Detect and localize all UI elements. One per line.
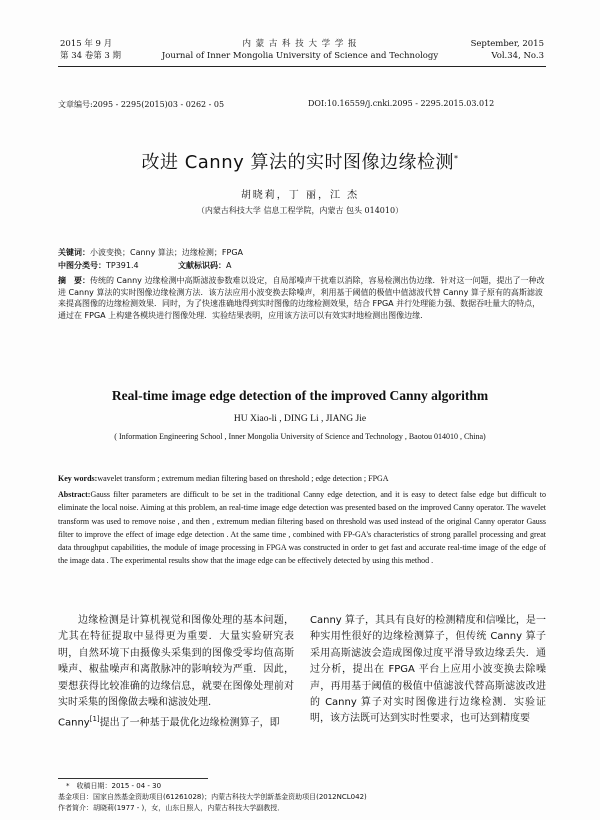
header-rule [58,66,546,67]
title-en: Real-time image edge detection of the improved Canny algorithm [111,388,489,403]
abstract-en-label: Abstract: [58,490,91,499]
header-volume-en: Vol.34, No.3 [491,51,544,61]
footnote-author: 作者简介：胡晓莉(1977 - )，女，山东日照人，内蒙古科技大学副教授． [58,804,285,812]
header-date-cn: 2015 年 9 月 [60,39,113,49]
body-paragraph: Canny 算子，其具有良好的检测精度和信噪比，是一种实用性很好的边缘检测算子，但传统 Canny 算子采用高斯滤波会造成图像过度平滑导致边缘丢失．通过分析，提出在 FPGA 平台上应用小波变换去除噪声，再用基于阈值的极值中值滤波代替高斯滤波改进的 Canny 算子对实时图像进行边缘检测．实验证明，该方法既可达到实时性要求，也可达到精度要 [310,615,546,725]
doc-code-value: A [226,261,232,270]
footnote-mark: * [66,782,70,790]
header-journal-en: Journal of Inner Mongolia University of Science and Technology [161,51,439,61]
keywords-cn-text: 小波变换；Canny 算法；边缘检测；FPGA [90,248,244,257]
authors-en: HU Xiao-li , DING Li , JIANG Jie [233,414,367,424]
keywords-en [58,472,546,485]
body-column-right [310,613,546,728]
header-date-en: September, 2015 [470,39,544,49]
footnote-fund: 基金项目：国家自然基金资助项目(61261028)；内蒙古科技大学创新基金资助项目(2012NCL042) [58,793,367,801]
abstract-cn-label: 摘 要： [58,276,90,285]
header-volume-cn: 第 34 卷第 3 期 [60,51,122,61]
clc-label: 中图分类号： [58,261,106,270]
header-journal-cn: 内 蒙 古 科 技 大 学 学 报 [242,39,358,49]
affiliation-en: ( Information Engineering School , Inner Mongolia University of Science and Technology , Baotou 014010 , China) [114,432,486,441]
title-footnote-mark: * [454,154,459,163]
header-right [471,38,544,62]
abstract-cn-text: 传统的 Canny 边缘检测中高斯滤波参数难以设定，自局部噪声干扰难以消除，容易检测出伪边缘．针对这一问题，提出了一种改进 Canny 算法的实时图像边缘检测方法．该方法应用小波变换去除噪声，利用基于阈值的极值中值滤波代替 Canny 算子原有的高斯滤波来提高图像的边缘检测效果．同时，为了快速准确地得到实时图像的边缘检测效果，结合 FPGA 并行处理能力强、数据吞吐量大的特点，通过在 FPGA 上构建各模块进行图像处理．实验结果表明，应用该方法可以有效实时地检测出图像边缘． [58,276,545,321]
authors-cn: 胡晓莉，丁 丽，江 杰 [240,190,360,201]
clc-value: TP391.4 [106,261,139,270]
doi: DOI:10.16559/j.cnki.2095 - 2295.2015.03.012 [308,99,495,108]
keywords-en-label: Key words: [58,474,98,483]
citation-ref: [1] [89,715,100,724]
body-paragraph: Canny[1]提出了一种基于最优化边缘检测算子，即 [58,715,280,729]
footnote-received: * 收稿日期：2015 - 04 - 30 [66,782,162,790]
body-column-left [58,613,294,732]
affiliation-cn: （内蒙古科技大学 信息工程学院，内蒙古 包头 014010） [196,206,404,215]
keywords-en-text: wavelet transform ; extremum median filtering based on threshold ; edge detection ; FPGA [97,474,389,483]
title-cn: 改进 Canny 算法的实时图像边缘检测* [141,152,459,173]
article-meta [58,99,546,110]
body-paragraph: 边缘检测是计算机视觉和图像处理的基本问题，尤其在特征提取中显得更为重要．大量实验研究表明，自然环境下由摄像头采集到的图像受零均值高斯噪声、椒盐噪声和离散脉冲的影响较为严重．因此，要想获得比较准确的边缘信息，就要在图像处理前对实时采集的图像做去噪和滤波处理． [58,615,294,709]
classification-row [58,260,546,272]
abstract-cn [58,275,546,322]
abstract-en-text: Gauss filter parameters are difficult to be set in the traditional Canny edge detection, and it is easy to detect false edge but difficult to eliminate the local noise. Aiming at this problem, an real-time image edge detection was presented based on the improved Canny operator. The wavelet transform was used to remove noise , and then , extremum median filtering based on threshold was used instead of the original Canny operator Gauss filter to improve the effect of image edge detection . At the same time , combined with FP-GA's characteristics of strong parallel processing and great data throughput capabilities, the module of image processing in FPGA was constructed in order to get fast and accurate real-time image of the edge of the image data . The experimental results show that the image edge can be effectively detected by using this method . [58,490,546,566]
keywords-cn [58,247,546,259]
article-number: 文章编号:2095 - 2295(2015)03 - 0262 - 05 [58,100,225,109]
keywords-cn-label: 关键词： [58,248,90,257]
abstract-en [58,488,546,568]
doc-code-label: 文献标识码： [178,261,226,270]
footnote-rule [58,778,208,779]
